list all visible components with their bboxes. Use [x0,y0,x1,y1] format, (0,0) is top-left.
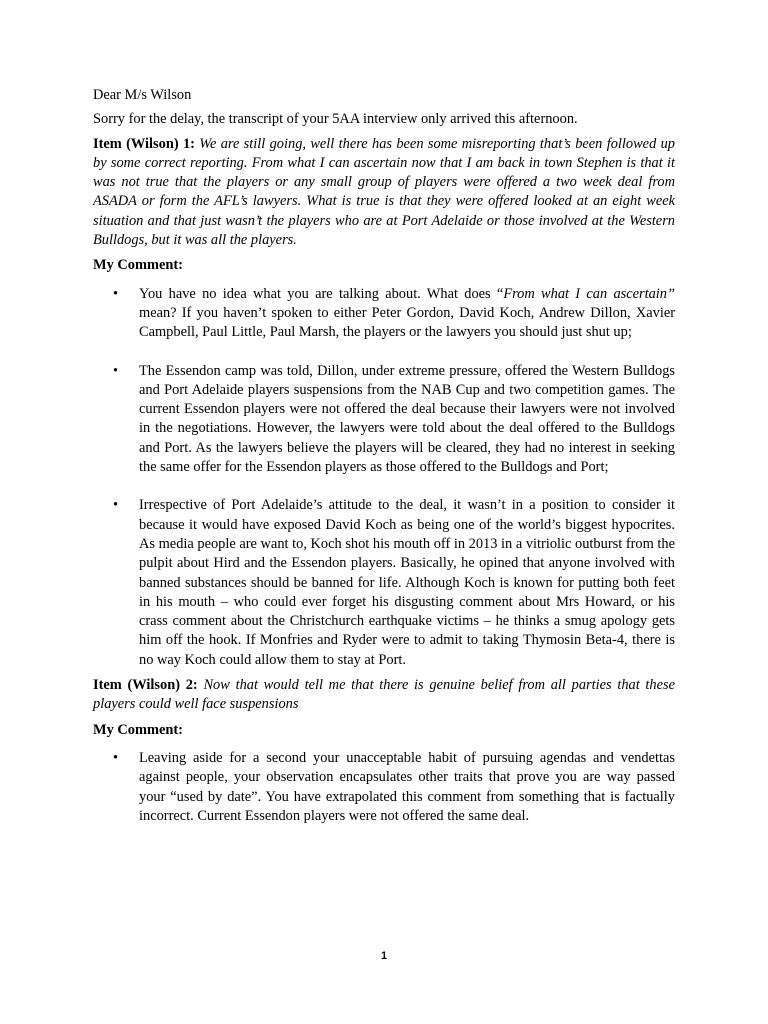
item-1-quote: We are still going, well there has been some misreporting that’s been followed up by some correct reporting. From what I can ascertain now that I am back in town Stephen is that it was not true that the players or any small group of players were offered a two week deal from ASADA or form the AFL’s lawyers. What is true is that they were offered looked at an eight week situation and that just wasn’t the players who are at Port Adelaide or those involved at the Western Bulldogs, but it was all the players. [93,135,675,249]
bullet-icon: • [113,285,119,302]
bullet-3-text: Irrespective of Port Adelaide’s attitude to the deal, it wasn’t in a position to consider it because it would have exposed David Koch as being one of the world’s biggest hypocrites. As media people are want to, Koch shot his mouth off in 2013 in a vitriolic outburst from the pulpit about Hird and the Essendon players. Basically, he opined that anyone involved with banned substances should be banned for life. Although Koch is known for putting both feet in his mouth – who could ever forget his disgusting comment about Mrs Howard, or his crass comment about the Christchurch earthquake victims – he thinks a smug apology gets him off the hook. If Monfries and Ryder were to admit to taking Thymosin Beta-4, there is no way Koch could allow them to stay at Port. [139,497,675,668]
item-2-paragraph [93,676,675,715]
item-1-paragraph [93,135,675,251]
bullet-icon: • [113,497,119,514]
salutation: Dear M/s Wilson [93,87,192,103]
item-1-label: Item (Wilson) 1: [93,135,195,152]
bullet-1-text-before: You have no idea what you are talking about. What does “ [139,285,504,302]
item-1-comment-list [93,285,675,670]
page-number: 1 [380,950,388,962]
bullet-icon: • [113,362,119,379]
list-item [93,749,675,826]
item-2-bullet-text: Leaving aside for a second your unacceptable habit of pursuing agendas and vendettas against people, your observation encapsulates other traits that prove you are way passed your “used by date”. You have extrapolated this comment from something that is factually incorrect. Current Essendon players were not offered the same deal. [139,749,675,824]
item-2-comment-heading: My Comment: [93,721,183,738]
letter-body [93,86,675,826]
list-item [93,496,675,670]
bullet-2-text: The Essendon camp was told, Dillon, under extreme pressure, offered the Western Bulldogs and Port Adelaide players suspensions from the NAB Cup and two competition games. The current Essendon players were not offered the deal because their lawyers were not involved in the negotiations. However, the lawyers were told about the deal offered to the Bulldogs and Port. As the lawyers believe the players will be cleared, they had no interest in seeking the same offer for the Essendon players as those offered to the Bulldogs and Port; [139,362,675,476]
intro-paragraph: Sorry for the delay, the transcript of your 5AA interview only arrived this afternoon. [93,111,578,128]
list-item [93,285,675,343]
bullet-1-quote: From what I can ascertain” [503,285,676,302]
item-2-label: Item (Wilson) 2: [93,677,198,694]
item-2-quote: Now that would tell me that there is genuine belief from all parties that these players could well face suspensions [93,677,675,713]
item-2-comment-list [93,749,675,826]
item-1-comment-heading: My Comment: [93,257,183,274]
list-item [93,362,675,478]
bullet-1-text-after: mean? If you haven’t spoken to either Peter Gordon, David Koch, Andrew Dillon, Xavier Campbell, Paul Little, Paul Marsh, the players or the lawyers you should just shut up; [139,304,675,341]
bullet-icon: • [113,749,119,766]
